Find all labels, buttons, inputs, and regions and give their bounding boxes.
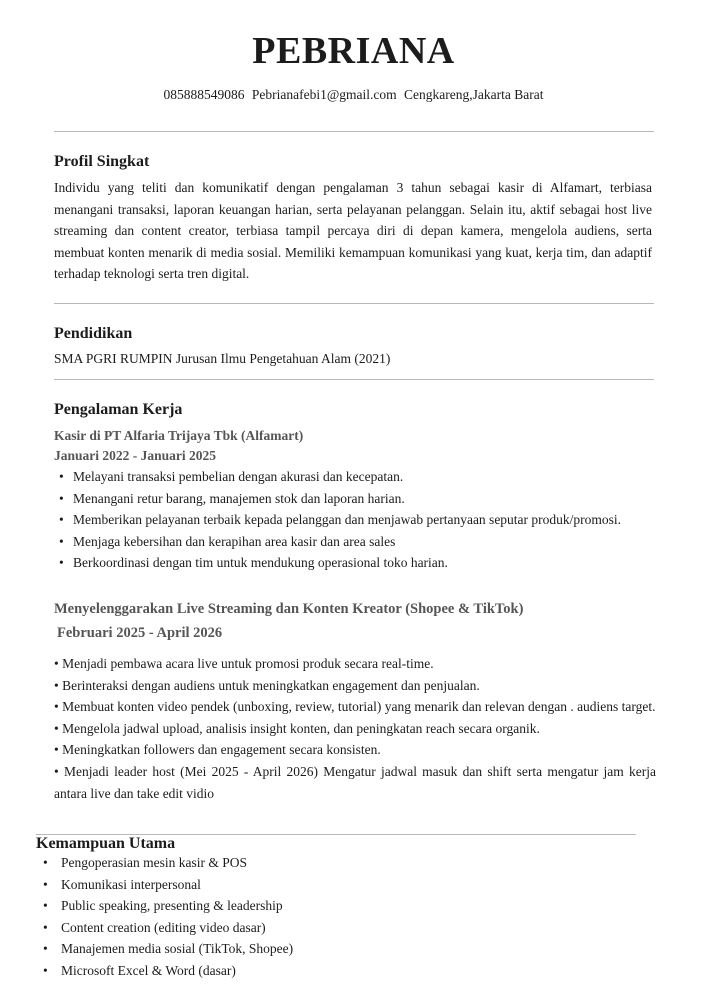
- phone-number: 085888549086: [163, 87, 245, 102]
- divider: [54, 303, 654, 304]
- section-title-profile: Profil Singkat: [54, 153, 150, 170]
- divider: [54, 131, 654, 132]
- list-item: • Menjadi leader host (Mei 2025 - April 2026) Mengatur jadwal masuk dan shift serta mengatur jam kerja antara live dan take edit vidio: [54, 763, 656, 801]
- list-item: • Menjadi pembawa acara live untuk promosi produk secara real-time.: [54, 656, 434, 671]
- list-item: • Manajemen media sosial (TikTok, Shopee): [36, 938, 596, 960]
- section-title-skills: Kemampuan Utama: [36, 835, 176, 852]
- email-address: Pebrianafebi1@gmail.com: [251, 87, 397, 102]
- job-period: Januari 2022 - Januari 2025: [54, 448, 217, 463]
- list-item: • Melayani transaksi pembelian dengan akurasi dan kecepatan.: [54, 466, 649, 488]
- list-item: • Microsoft Excel & Word (dasar): [36, 960, 596, 982]
- job-period: Februari 2025 - April 2026: [57, 625, 223, 641]
- list-item: • Mengelola jadwal upload, analisis insight konten, dan peningkatan reach secara organik.: [54, 720, 540, 736]
- location: Cengkareng,Jakarta Barat: [404, 87, 544, 102]
- list-item: • Membuat konten video pendek (unboxing, review, tutorial) yang menarik dan relevan dengan . audiens target.: [54, 699, 656, 715]
- contact-line: [0, 86, 707, 104]
- section-title-experience: Pengalaman Kerja: [54, 401, 183, 418]
- profile-text: Individu yang teliti dan komunikatif dengan pengalaman 3 tahun sebagai kasir di Alfamart, terbiasa menangani transaksi, laporan keuangan harian, serta pelayanan pelanggan. Selain itu, aktif sebagai host live streaming dan content creator, terbiasa tampil percaya diri di depan kamera, mengelola audiens, serta membuat konten menarik di media sosial. Memiliki kemampuan komunikasi yang kuat, kerja tim, dan adaptif terhadap teknologi serta tren digital.: [54, 180, 652, 282]
- list-item: • Komunikasi interpersonal: [36, 874, 596, 896]
- job-title: Kasir di PT Alfaria Trijaya Tbk (Alfamart): [54, 428, 304, 443]
- list-item: • Meningkatkan followers dan engagement secara konsisten.: [54, 742, 381, 758]
- job-duties-list: [54, 653, 656, 804]
- candidate-name: PEBRIANA: [252, 30, 455, 72]
- list-item: • Menangani retur barang, manajemen stok dan laporan harian.: [54, 488, 649, 510]
- job-duties-list: [54, 466, 649, 574]
- section-title-education: Pendidikan: [54, 325, 133, 342]
- list-item: • Content creation (editing video dasar): [36, 917, 596, 939]
- list-item: • Pengoperasian mesin kasir & POS: [36, 852, 596, 874]
- job-title: Menyelenggarakan Live Streaming dan Konten Kreator (Shopee & TikTok): [54, 601, 524, 617]
- list-item: • Berinteraksi dengan audiens untuk meningkatkan engagement dan penjualan.: [54, 677, 480, 693]
- list-item: • Public speaking, presenting & leadership: [36, 895, 596, 917]
- list-item: • Memberikan pelayanan terbaik kepada pelanggan dan menjawab pertanyaan seputar produk/promosi.: [54, 509, 649, 531]
- list-item: • Berkoordinasi dengan tim untuk mendukung operasional toko harian.: [54, 552, 649, 574]
- education-text: SMA PGRI RUMPIN Jurusan Ilmu Pengetahuan Alam (2021): [54, 351, 391, 366]
- skills-list: [36, 852, 596, 982]
- divider: [54, 379, 654, 380]
- list-item: • Menjaga kebersihan dan kerapihan area kasir dan area sales: [54, 531, 649, 553]
